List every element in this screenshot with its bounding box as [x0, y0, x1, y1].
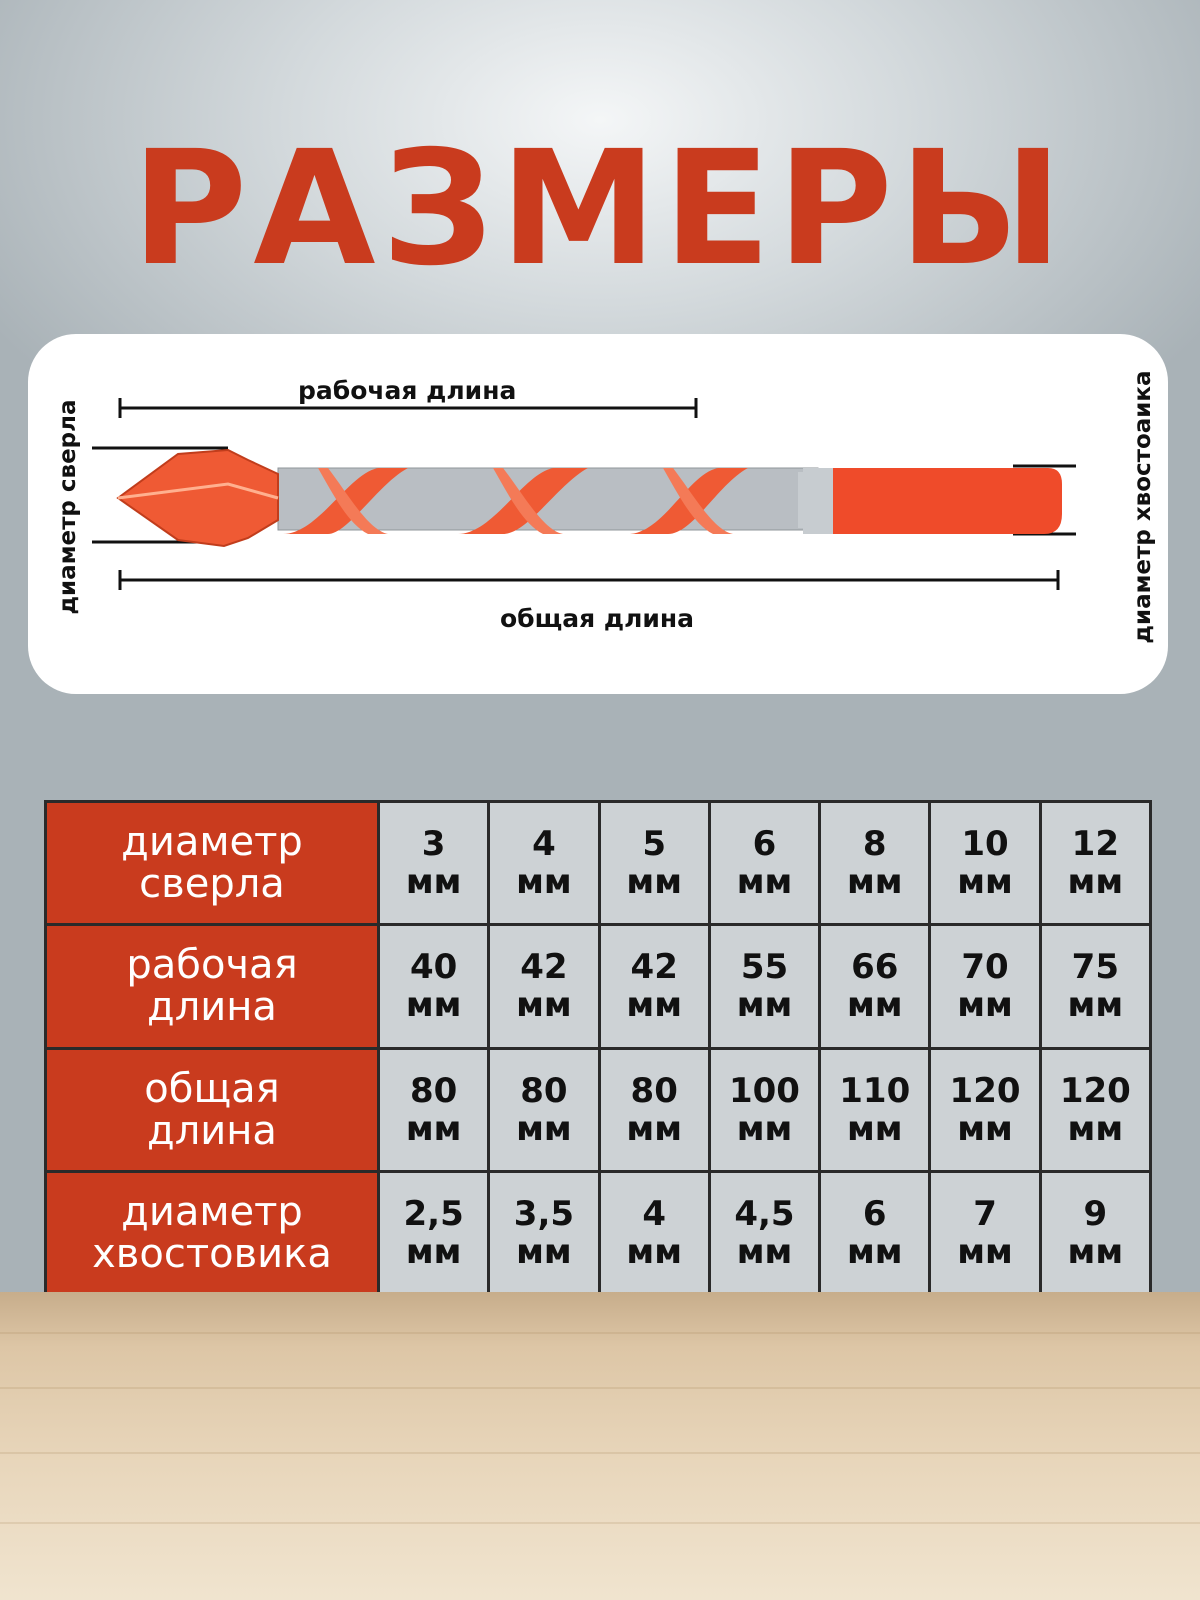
- row-header-line: рабочая: [126, 942, 298, 989]
- cell-unit: мм: [626, 985, 682, 1026]
- shank-diameter-label: диаметр хвостоаика: [1130, 370, 1156, 644]
- cell-value: 120: [1059, 1070, 1131, 1111]
- table-cell: [1040, 1048, 1150, 1171]
- table-row: [46, 925, 1151, 1048]
- table-cell: [709, 925, 819, 1048]
- table-cell: [379, 925, 489, 1048]
- table-cell: [930, 1048, 1040, 1171]
- row-header-line: длина: [147, 1107, 277, 1154]
- cell-unit: мм: [736, 862, 793, 903]
- table-cell: [1040, 802, 1150, 925]
- cell-unit: мм: [405, 1231, 462, 1272]
- row-header-line: общая: [144, 1065, 280, 1112]
- row-header-line: длина: [147, 984, 277, 1031]
- cell-value: 6: [752, 824, 777, 865]
- table-cell: [1040, 1171, 1150, 1294]
- table-cell: [820, 802, 930, 925]
- cell-unit: мм: [1067, 862, 1124, 903]
- drill-bit-illustration: [28, 334, 1168, 694]
- cell-unit: мм: [846, 862, 903, 903]
- cell-value: 40: [409, 947, 458, 988]
- wooden-floor: [0, 1292, 1200, 1600]
- cell-unit: мм: [957, 1231, 1013, 1272]
- cell-value: 4,5: [734, 1193, 795, 1234]
- working-length-label: рабочая длина: [298, 376, 517, 405]
- cell-value: 10: [961, 824, 1009, 865]
- table-row: [46, 1171, 1151, 1294]
- cell-value: 7: [973, 1193, 997, 1234]
- table-row: [46, 802, 1151, 925]
- row-header: [46, 1048, 379, 1171]
- table-cell: [489, 1048, 599, 1171]
- cell-unit: мм: [516, 985, 572, 1026]
- table-cell: [379, 1048, 489, 1171]
- cell-value: 80: [520, 1070, 568, 1111]
- table-cell: [379, 802, 489, 925]
- page-title: РАЗМЕРЫ: [131, 117, 1069, 301]
- row-header-line: хвостовика: [92, 1230, 332, 1277]
- cell-value: 70: [961, 947, 1009, 988]
- table-cell: [1040, 925, 1150, 1048]
- table-cell: [489, 925, 599, 1048]
- table-cell: [709, 1171, 819, 1294]
- table-cell: [709, 1048, 819, 1171]
- cell-value: 42: [520, 947, 568, 988]
- cell-unit: мм: [957, 862, 1013, 903]
- cell-value: 3,5: [513, 1193, 575, 1234]
- cell-value: 80: [630, 1070, 678, 1111]
- table-cell: [599, 1171, 709, 1294]
- cell-value: 3: [421, 824, 446, 865]
- cell-unit: мм: [846, 1108, 903, 1149]
- row-header: [46, 802, 379, 925]
- cell-unit: мм: [846, 1231, 903, 1272]
- cell-unit: мм: [405, 1108, 462, 1149]
- cell-unit: мм: [1067, 1108, 1124, 1149]
- cell-unit: мм: [405, 862, 462, 903]
- row-header-line: сверла: [139, 861, 285, 908]
- sizes-table: [44, 800, 1152, 1296]
- row-header-line: диаметр: [121, 819, 303, 866]
- cell-unit: мм: [957, 985, 1013, 1026]
- table-cell: [930, 925, 1040, 1048]
- cell-unit: мм: [736, 985, 793, 1026]
- cell-value: 100: [728, 1070, 800, 1111]
- cell-unit: мм: [626, 862, 682, 903]
- cell-unit: мм: [516, 1231, 572, 1272]
- row-header-line: диаметр: [121, 1188, 303, 1235]
- cell-value: 80: [409, 1070, 458, 1111]
- cell-unit: мм: [626, 1231, 682, 1272]
- table-row: [46, 1048, 1151, 1171]
- table-cell: [930, 802, 1040, 925]
- row-header: [46, 1171, 379, 1294]
- cell-unit: мм: [516, 1108, 572, 1149]
- cell-unit: мм: [736, 1231, 793, 1272]
- cell-unit: мм: [736, 1108, 793, 1149]
- cell-value: 5: [642, 824, 667, 865]
- cell-value: 9: [1083, 1193, 1108, 1234]
- cell-value: 120: [949, 1070, 1021, 1111]
- table-cell: [820, 1171, 930, 1294]
- cell-value: 8: [862, 824, 887, 865]
- cell-value: 4: [642, 1193, 667, 1234]
- drill-diagram-card: [28, 334, 1168, 694]
- cell-value: 42: [630, 947, 678, 988]
- table-cell: [489, 802, 599, 925]
- table-cell: [599, 925, 709, 1048]
- cell-value: 55: [740, 947, 789, 988]
- cell-unit: мм: [957, 1108, 1013, 1149]
- cell-value: 4: [532, 824, 556, 865]
- cell-value: 12: [1071, 824, 1119, 865]
- cell-unit: мм: [516, 862, 572, 903]
- cell-unit: мм: [1067, 1231, 1124, 1272]
- cell-value: 66: [851, 947, 899, 988]
- cell-unit: мм: [405, 985, 462, 1026]
- drill-diameter-label: диаметр сверла: [55, 399, 81, 615]
- cell-value: 2,5: [403, 1193, 464, 1234]
- total-length-label: общая длина: [500, 604, 695, 633]
- cell-unit: мм: [1067, 985, 1124, 1026]
- table-cell: [599, 1048, 709, 1171]
- cell-value: 6: [862, 1193, 887, 1234]
- row-header: [46, 925, 379, 1048]
- table-cell: [709, 802, 819, 925]
- table-cell: [930, 1171, 1040, 1294]
- table-cell: [820, 1048, 930, 1171]
- table-cell: [489, 1171, 599, 1294]
- table-cell: [379, 1171, 489, 1294]
- cell-value: 75: [1071, 947, 1119, 988]
- cell-unit: мм: [846, 985, 903, 1026]
- cell-unit: мм: [626, 1108, 682, 1149]
- table-cell: [599, 802, 709, 925]
- cell-value: 110: [839, 1070, 911, 1111]
- table-cell: [820, 925, 930, 1048]
